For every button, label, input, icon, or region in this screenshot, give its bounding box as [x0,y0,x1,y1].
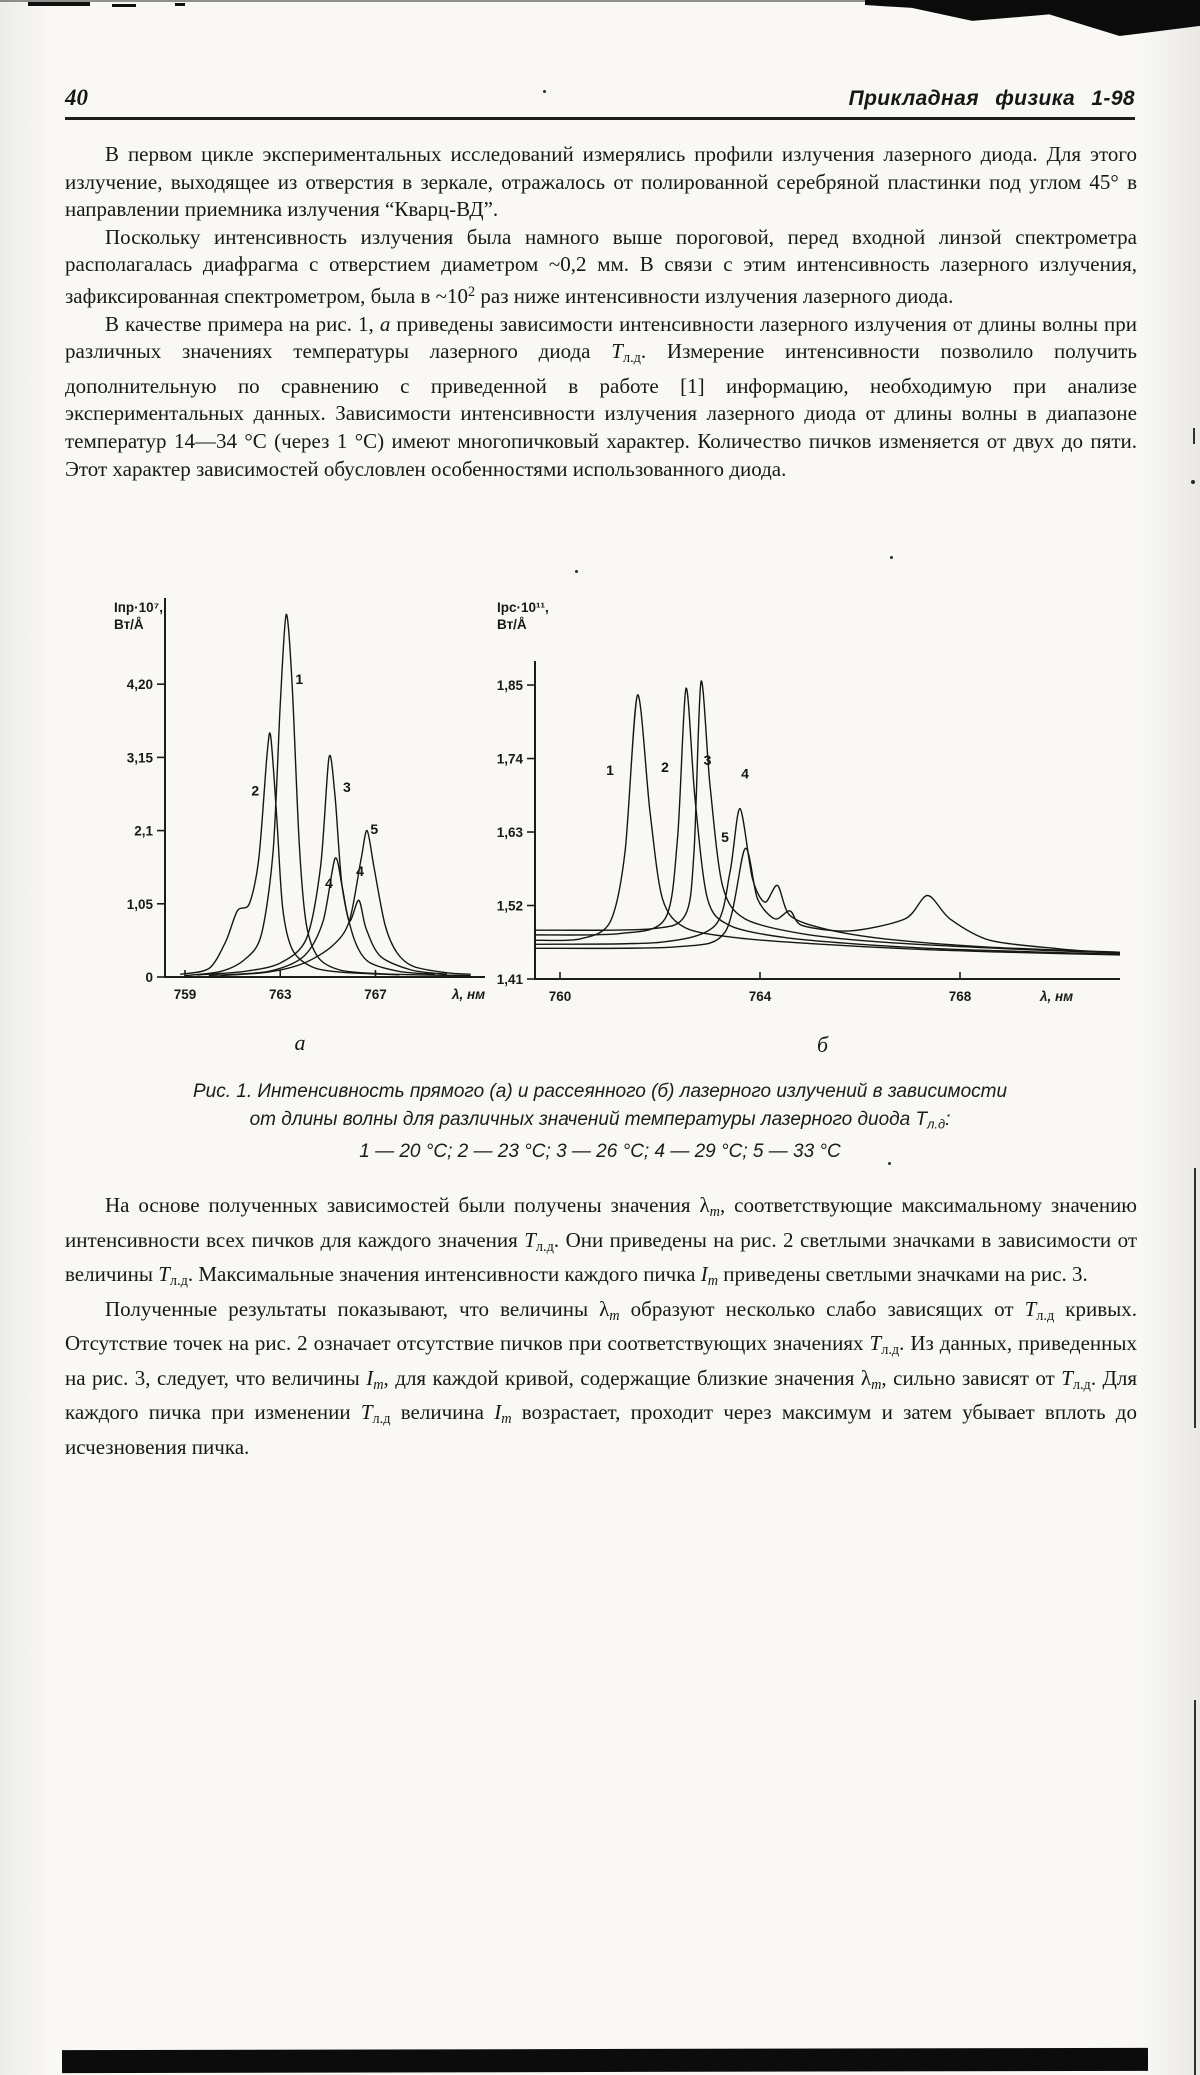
scan-edge-line [1193,428,1195,444]
series-number-label: 2 [251,782,260,799]
y-tick-label: 1,41 [496,972,523,987]
series-number-label: 1 [606,762,614,779]
y-tick-label: 1,74 [496,751,523,767]
series-curve-1 [185,614,471,975]
scan-speck [1191,480,1195,484]
paragraph: В первом цикле экспериментальных исследований измерялись профили излучения лазерного диода. Для этого излучение, выходящее из отверстия в зеркале, отражалось от полированной серебряной пластинки под углом 45° в направлении приемника излучения “Кварц-ВД”. [65,142,1137,222]
axes [165,598,485,977]
paragraph: Полученные результаты показывают, что величины $\lambda_m$ образуют несколько слабо зависящих от $Т_{л.д}$ кривых. Отсутствие точек на рис. 2 означает отсутствие пичков при соответствующих значениях $Т_{л.д}$. Из данных, приведенных на рис. 3, следует, что величины $I_m$, для каждой кривой, содержащие близкие значения $\lambda_m$, сильно зависят от $Т_{л.д}$. Для каждого пичка при изменении $Т_{л.д}$ величина $I_m$ возрастает, проходит через максимум и затем убывает вплоть до исчезновения пичка. [65,1296,1137,1460]
series-number-label: 4 [356,862,364,879]
scan-edge-line [1194,1700,1196,2075]
scan-speck [575,570,578,573]
series-number-label: 2 [661,758,669,775]
series-curve-3 [197,755,435,974]
running-head [65,85,1135,111]
series-number-label: 1 [295,671,304,688]
x-tick-label: 767 [364,987,387,1002]
scan-mark [175,3,185,6]
y-tick-label: 1,52 [496,898,523,914]
y-tick-label: 0 [145,970,153,985]
header-rule [65,117,1135,120]
y-axis-unit: Вт/Å [497,617,527,632]
scan-bottom-bar [62,2048,1148,2073]
series-curve-2 [535,688,1120,954]
journal-title: Прикладная физика 1-98 [848,87,1135,110]
paragraph: В качестве примера на рис. 1, а приведены зависимости интенсивности лазерного излучения от длины волны при различных значениях температуры лазерного диода $Т_{л.д}$. Измерение интенсивности позволило получить дополнительную по сравнению с приведенной в работе [1] информацию, необходимую при анализе экспериментальных данных. Зависимости интенсивности излучения лазерного диода от длины волны в диапазоне температур 14—34 °С (через 1 °С) имеют многопичковый характер. Количество пичков изменяется от двух до пяти. Этот характер зависимостей обусловлен особенностями использованного диода. [65,311,1137,481]
y-axis-unit: Вт/Å [114,617,144,632]
y-tick-label: 3,15 [126,750,153,766]
paragraph: На основе полученных зависимостей были получены значения $\lambda_m$, соответствующие максимальному значению интенсивности всех пичков для каждого значения $Т_{л.д}$. Они приведены на рис. 2 светлыми значками в зависимости от величины $Т_{л.д}$. Максимальные значения интенсивности каждого пичка $I_m$ приведены светлыми значками на рис. 3. [65,1193,1137,1290]
chart-scattered-laser-spectrum [495,592,1150,1027]
body-text-upper [65,141,1137,483]
panel-label-a: а [294,1030,306,1055]
x-tick-label: 760 [548,989,572,1004]
scan-corner-blotch [865,0,1200,36]
x-tick-label: 764 [748,989,772,1004]
y-axis-unit: Iрс·10¹¹, [497,600,549,615]
y-tick-label: 4,20 [126,677,153,693]
x-axis-label: λ, нм [452,987,486,1002]
series-number-label: 4 [741,765,749,782]
x-tick-label: 759 [173,987,197,1002]
scan-edge-line [1194,1168,1196,1428]
scan-speck [890,556,893,559]
series-number-label: 3 [703,752,712,769]
x-axis-label: λ, нм [1040,989,1074,1004]
series-curve-1 [535,695,1120,955]
chart-direct-laser-spectrum [100,592,500,1027]
y-tick-label: 2,1 [134,823,153,839]
series-number-label: 4 [325,874,333,891]
series-number-label: 3 [343,779,351,796]
figure-caption: Рис. 1. Интенсивность прямого (а) и рассеянного (б) лазерного излучений в зависимости от длины волны для различных значений температуры лазерного диода $Т_{л.д}$: 1 — 20 °С; 2 — 23 °С; 3 — 26 °С; 4 — 29 °С; 5 — 33 °С [192,1081,1008,1162]
page-number: 40 [65,85,88,110]
scan-mark [112,4,136,7]
y-tick-label: 1,05 [126,896,153,912]
y-tick-label: 1,63 [496,825,523,841]
series-curve-2 [180,733,399,975]
x-tick-label: 768 [948,989,972,1004]
axes [535,661,1120,979]
paragraph: Поскольку интенсивность излучения была намного выше пороговой, перед входной линзой спектрометра располагалась диафрагма с отверстием диаметром ~0,2 мм. В связи с этим интенсивность лазерного излучения, зафиксированная спектрометром, была в $\sim 10^2$ раз ниже интенсивности излучения лазерного диода. [65,224,1137,309]
x-tick-label: 763 [268,987,292,1002]
scan-mark [28,2,90,6]
panel-label-b: б [816,1032,829,1057]
y-tick-label: 1,85 [496,678,523,694]
body-text-lower [65,1192,1137,1462]
y-axis-unit: Iпр·10⁷, [114,600,163,615]
series-number-label: 5 [370,821,379,838]
series-curve-3 [535,681,1120,953]
series-number-label: 5 [721,829,729,846]
